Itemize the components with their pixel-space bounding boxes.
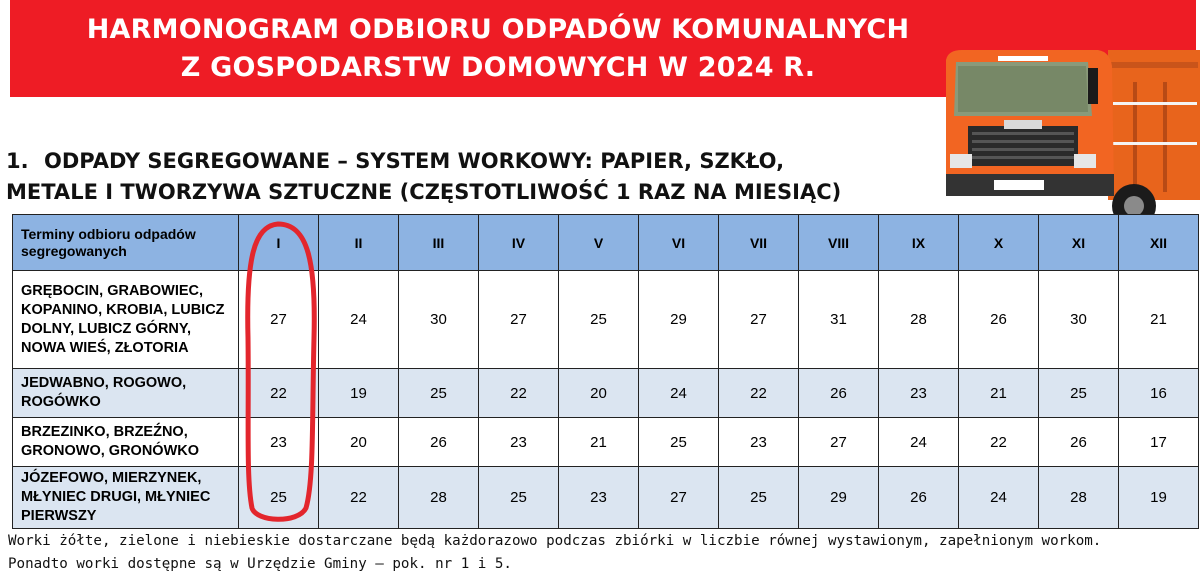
day-cell: 27 [479, 271, 559, 369]
month-header: I [239, 215, 319, 271]
day-cell: 31 [799, 271, 879, 369]
section-heading-line-1 [6, 146, 936, 177]
day-cell: 26 [959, 271, 1039, 369]
day-cell: 20 [319, 418, 399, 467]
place-cell: BRZEZINKO, BRZEŹNO, GRONOWO, GRONÓWKO [13, 418, 239, 467]
title-line-2: Z GOSPODARSTW DOMOWYCH W 2024 R. [180, 51, 816, 83]
day-cell: 17 [1119, 418, 1199, 467]
day-cell: 23 [559, 467, 639, 529]
day-cell: 22 [959, 418, 1039, 467]
table-row [13, 418, 1199, 467]
day-cell: 27 [239, 271, 319, 369]
day-cell: 25 [479, 467, 559, 529]
day-cell: 28 [879, 271, 959, 369]
garbage-truck-image [938, 42, 1200, 232]
day-cell: 22 [239, 369, 319, 418]
footnote-line-1: Worki żółte, zielone i niebieskie dostarczane będą każdorazowo podczas zbiórki w liczbie równej wystawionym, zapełnionym workom. [8, 533, 1102, 549]
header-label-cell: Terminy odbioru odpadów segregowanych [13, 215, 239, 271]
month-header: VII [719, 215, 799, 271]
place-cell: JÓZEFOWO, MIERZYNEK, MŁYNIEC DRUGI, MŁYNIEC PIERWSZY [13, 467, 239, 529]
day-cell: 27 [639, 467, 719, 529]
day-cell: 21 [559, 418, 639, 467]
section-title-line-2: METALE I TWORZYWA SZTUCZNE (CZĘSTOTLIWOŚĆ 1 RAZ NA MIESIĄC) [6, 180, 842, 204]
month-header: III [399, 215, 479, 271]
table-row [13, 467, 1199, 529]
day-cell: 21 [959, 369, 1039, 418]
place-cell: GRĘBOCIN, GRABOWIEC, KOPANINO, KROBIA, LUBICZ DOLNY, LUBICZ GÓRNY, NOWA WIEŚ, ZŁOTORIA [13, 271, 239, 369]
day-cell: 30 [399, 271, 479, 369]
footnote [8, 530, 1198, 576]
day-cell: 27 [719, 271, 799, 369]
day-cell: 25 [1039, 369, 1119, 418]
day-cell: 21 [1119, 271, 1199, 369]
header-row [13, 215, 1199, 271]
day-cell: 25 [399, 369, 479, 418]
day-cell: 24 [319, 271, 399, 369]
section-number: 1. [6, 149, 29, 173]
month-header: IV [479, 215, 559, 271]
day-cell: 23 [479, 418, 559, 467]
section-title-line-1: ODPADY SEGREGOWANE – SYSTEM WORKOWY: PAPIER, SZKŁO, [44, 149, 785, 173]
footnote-line-2: Ponadto worki dostępne są w Urzędzie Gminy – pok. nr 1 i 5. [8, 556, 512, 572]
day-cell: 25 [639, 418, 719, 467]
schedule-table [12, 214, 1199, 529]
day-cell: 24 [959, 467, 1039, 529]
day-cell: 16 [1119, 369, 1199, 418]
day-cell: 28 [399, 467, 479, 529]
day-cell: 22 [319, 467, 399, 529]
day-cell: 26 [799, 369, 879, 418]
month-header: XII [1119, 215, 1199, 271]
day-cell: 23 [239, 418, 319, 467]
day-cell: 25 [719, 467, 799, 529]
day-cell: 26 [399, 418, 479, 467]
month-header: II [319, 215, 399, 271]
month-header: X [959, 215, 1039, 271]
day-cell: 22 [719, 369, 799, 418]
month-header: VIII [799, 215, 879, 271]
day-cell: 23 [879, 369, 959, 418]
day-cell: 26 [1039, 418, 1119, 467]
table-row [13, 271, 1199, 369]
day-cell: 23 [719, 418, 799, 467]
day-cell: 30 [1039, 271, 1119, 369]
day-cell: 20 [559, 369, 639, 418]
month-header: XI [1039, 215, 1119, 271]
day-cell: 25 [559, 271, 639, 369]
section-heading [6, 146, 936, 208]
day-cell: 29 [799, 467, 879, 529]
day-cell: 28 [1039, 467, 1119, 529]
day-cell: 22 [479, 369, 559, 418]
day-cell: 29 [639, 271, 719, 369]
month-header: V [559, 215, 639, 271]
day-cell: 19 [1119, 467, 1199, 529]
day-cell: 27 [799, 418, 879, 467]
place-cell: JEDWABNO, ROGOWO, ROGÓWKO [13, 369, 239, 418]
title-line-1: HARMONOGRAM ODBIORU ODPADÓW KOMUNALNYCH [86, 13, 910, 45]
day-cell: 24 [879, 418, 959, 467]
month-header: IX [879, 215, 959, 271]
table-row [13, 369, 1199, 418]
day-cell: 19 [319, 369, 399, 418]
day-cell: 25 [239, 467, 319, 529]
day-cell: 26 [879, 467, 959, 529]
day-cell: 24 [639, 369, 719, 418]
month-header: VI [639, 215, 719, 271]
